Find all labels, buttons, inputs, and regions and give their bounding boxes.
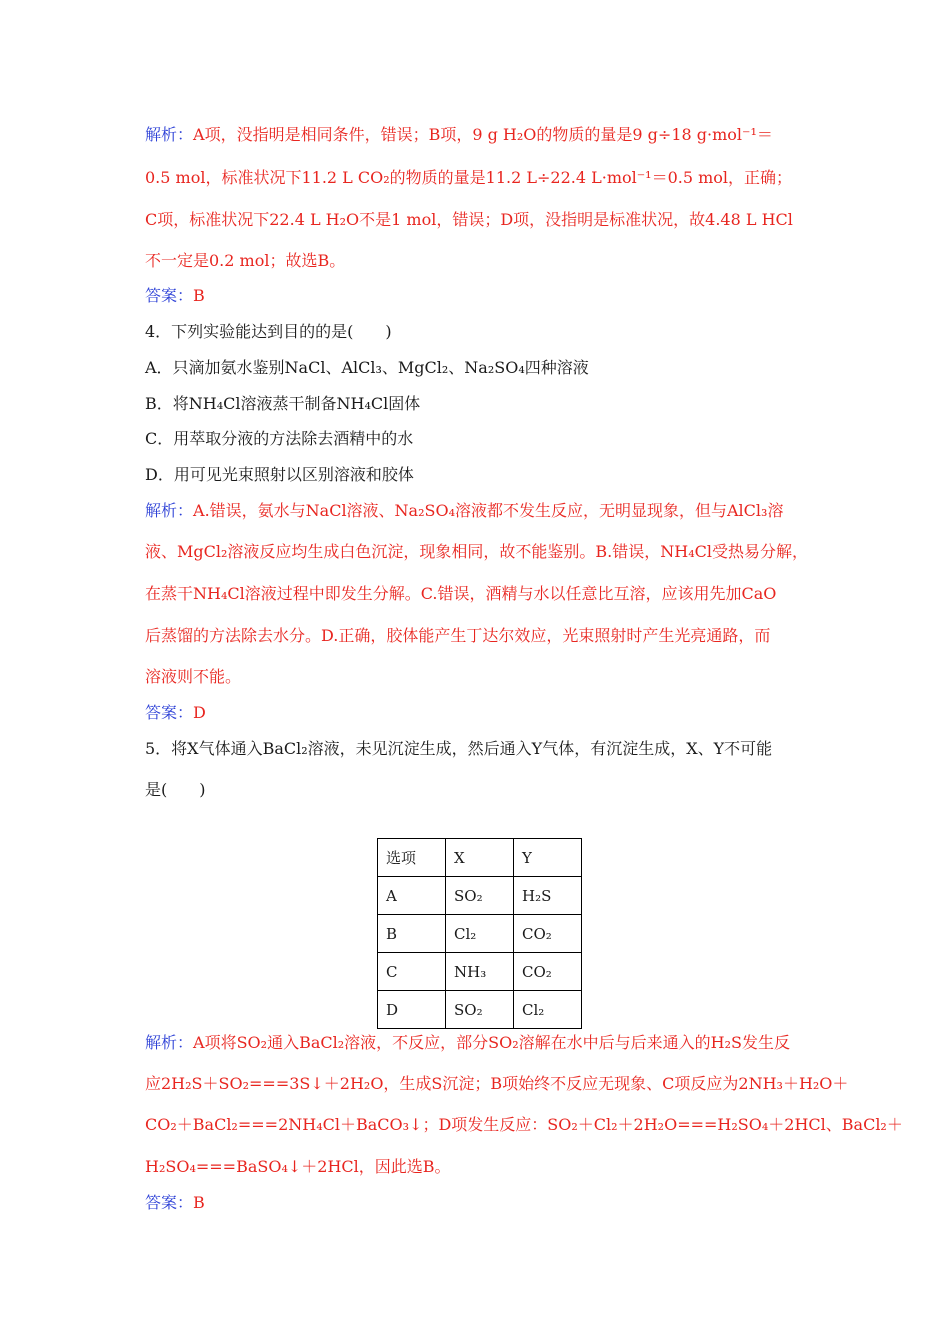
q5-stem-line-1: 5．将X气体通入BaCl₂溶液，未见沉淀生成，然后通入Y气体，有沉淀生成，X、Y不可能: [145, 739, 773, 758]
table-cell: A: [378, 877, 446, 915]
q5-stem-line-2: 是( ): [145, 780, 206, 799]
table-cell: CO₂: [514, 953, 582, 991]
answer-label: 答案：: [145, 286, 194, 305]
q5-analysis-line-3: CO₂＋BaCl₂===2NH₄Cl＋BaCO₃↓；D项发生反应：SO₂＋Cl₂＋2H₂O===H₂SO₄＋2HCl、BaCl₂＋: [145, 1115, 903, 1134]
q4-option-c: C．用萃取分液的方法除去酒精中的水: [145, 429, 414, 448]
table-row: [378, 877, 582, 915]
analysis-label: 解析：: [145, 501, 194, 520]
answer-label: 答案：: [145, 1193, 194, 1212]
table-cell: Cl₂: [514, 991, 582, 1029]
table-row: [378, 953, 582, 991]
table-header-cell: 选项: [378, 839, 446, 877]
q3-analysis-line-2: 0.5 mol，标准状况下11.2 L CO₂的物质的量是11.2 L÷22.4 L·mol⁻¹＝0.5 mol，正确；: [145, 168, 793, 187]
table-cell: NH₃: [446, 953, 514, 991]
table-header-cell: X: [446, 839, 514, 877]
q3-answer: [145, 285, 205, 307]
q3-analysis-line-3: C项，标准状况下22.4 L H₂O不是1 mol，错误；D项，没指明是标准状况，故4.48 L HCl: [145, 210, 793, 229]
q4-stem: 4．下列实验能达到目的的是( ): [145, 322, 392, 341]
table-row: [378, 915, 582, 953]
analysis-label: 解析：: [145, 125, 194, 144]
q4-analysis-line-2: 液、MgCl₂溶液反应均生成白色沉淀，现象相同，故不能鉴别。B.错误，NH₄Cl受热易分解，: [145, 542, 808, 561]
table-cell: B: [378, 915, 446, 953]
q4-option-a: A．只滴加氨水鉴别NaCl、AlCl₃、MgCl₂、Na₂SO₄四种溶液: [145, 358, 589, 377]
q3-analysis-line-1: 解析：A项，没指明是相同条件，错误；B项，9 g H₂O的物质的量是9 g÷18 g·mol⁻¹＝: [145, 125, 773, 144]
table-cell: SO₂: [446, 991, 514, 1029]
table-cell: CO₂: [514, 915, 582, 953]
q4-analysis-line-4: 后蒸馏的方法除去水分。D.正确，胶体能产生丁达尔效应，光束照射时产生光亮通路，而: [145, 626, 771, 645]
answer-value: D: [193, 703, 206, 722]
q5-options-table: [377, 838, 582, 1029]
q5-analysis-line-2: 应2H₂S＋SO₂===3S↓＋2H₂O，生成S沉淀；B项始终不反应无现象、C项反应为2NH₃＋H₂O＋: [145, 1074, 849, 1093]
table-row: [378, 991, 582, 1029]
q4-option-d: D．用可见光束照射以区别溶液和胶体: [145, 465, 414, 484]
answer-label: 答案：: [145, 703, 194, 722]
q4-analysis-line-3: 在蒸干NH₄Cl溶液过程中即发生分解。C.错误，酒精与水以任意比互溶，应该用先加CaO: [145, 584, 777, 603]
q4-option-b: B．将NH₄Cl溶液蒸干制备NH₄Cl固体: [145, 394, 421, 413]
q4-answer: [145, 702, 206, 724]
table-cell: Cl₂: [446, 915, 514, 953]
answer-value: B: [193, 286, 205, 305]
q5-analysis-line-1: 解析：A项将SO₂通入BaCl₂溶液，不反应，部分SO₂溶解在水中后与后来通入的H₂S发生反: [145, 1033, 790, 1052]
table-cell: SO₂: [446, 877, 514, 915]
table-header-cell: Y: [514, 839, 582, 877]
table-header-row: [378, 839, 582, 877]
answer-value: B: [193, 1193, 205, 1212]
table-cell: C: [378, 953, 446, 991]
table-cell: H₂S: [514, 877, 582, 915]
table-cell: D: [378, 991, 446, 1029]
q4-analysis-line-5: 溶液则不能。: [145, 667, 242, 686]
q4-analysis-line-1: 解析：A.错误，氨水与NaCl溶液、Na₂SO₄溶液都不发生反应，无明显现象，但与AlCl₃溶: [145, 501, 784, 520]
q5-answer: [145, 1192, 205, 1214]
q3-analysis-line-4: 不一定是0.2 mol；故选B。: [145, 251, 346, 270]
analysis-label: 解析：: [145, 1033, 194, 1052]
q5-analysis-line-4: H₂SO₄===BaSO₄↓＋2HCl，因此选B。: [145, 1157, 451, 1176]
